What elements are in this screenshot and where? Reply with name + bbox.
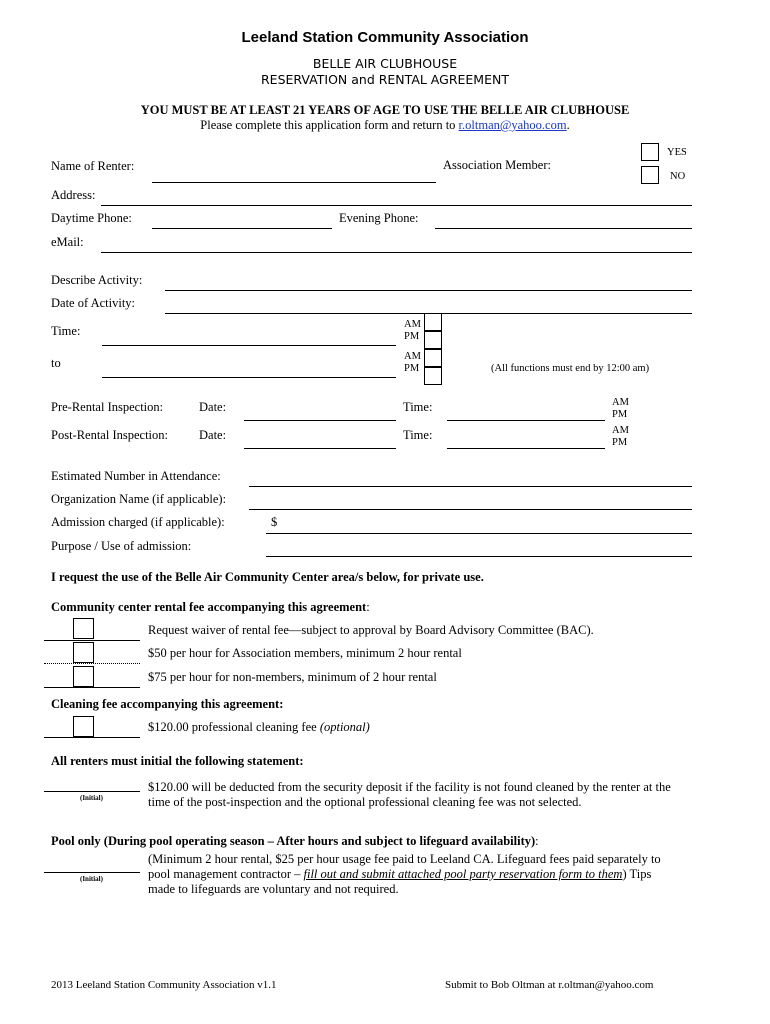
pre-inspection-time-field[interactable]	[447, 420, 605, 421]
post-inspection-pm-label: PM	[612, 437, 628, 448]
evening-phone-field[interactable]	[435, 228, 692, 229]
address-label: Address:	[51, 188, 96, 202]
attendance-field[interactable]	[249, 486, 692, 487]
start-time-field[interactable]	[102, 345, 396, 346]
pool-initial-label: (Initial)	[80, 875, 103, 883]
admission-field[interactable]	[266, 533, 692, 534]
post-inspection-date-label: Date:	[199, 428, 227, 442]
fee-waiver-checkbox[interactable]	[73, 618, 94, 639]
cleaning-fee-optional: (optional)	[319, 720, 370, 734]
pool-heading-text: Pool only (During pool operating season – After hours and subject to lifeguard availability)	[51, 834, 536, 848]
deposit-initial-label: (Initial)	[80, 794, 103, 802]
post-inspection-time-label: Time:	[403, 428, 433, 442]
cleaning-fee-checkbox[interactable]	[73, 716, 94, 737]
pool-initial-field[interactable]	[44, 872, 140, 873]
fee-waiver-initial-line[interactable]	[44, 640, 140, 641]
pre-inspection-time-label: Time:	[403, 400, 433, 414]
subtitle-agreement: RESERVATION and RENTAL AGREEMENT	[261, 72, 509, 87]
daytime-phone-field[interactable]	[152, 228, 332, 229]
post-inspection-time-field[interactable]	[447, 448, 605, 449]
deposit-initial-field[interactable]	[44, 791, 140, 792]
email-link[interactable]: r.oltman@yahoo.com	[458, 118, 567, 132]
pre-inspection-pm-label: PM	[612, 409, 628, 420]
post-inspection-am-label: AM	[612, 425, 629, 436]
member-yes-checkbox[interactable]	[641, 143, 659, 161]
post-rental-inspection-label: Post-Rental Inspection:	[51, 428, 168, 442]
subtitle-clubhouse: BELLE AIR CLUBHOUSE	[312, 56, 458, 71]
end-am-checkbox[interactable]	[424, 349, 442, 367]
daytime-phone-label: Daytime Phone:	[51, 211, 132, 225]
cleaning-fee-initial-line[interactable]	[44, 737, 140, 738]
time-label: Time:	[51, 324, 81, 338]
describe-activity-field[interactable]	[165, 290, 692, 291]
end-pm-label: PM	[404, 363, 420, 374]
start-pm-checkbox[interactable]	[424, 331, 442, 349]
rental-fee-heading-colon: :	[366, 600, 370, 614]
instructions-prefix: Please complete this application form and return to	[200, 118, 456, 132]
nonmember-rate-text: $75 per hour for non-members, minimum of 2 hour rental	[148, 670, 437, 684]
member-rate-initial-line[interactable]	[44, 663, 140, 664]
address-field[interactable]	[101, 205, 692, 206]
nonmember-rate-initial-line[interactable]	[44, 687, 140, 688]
cleaning-fee-text	[148, 720, 370, 735]
name-of-renter-label: Name of Renter:	[51, 159, 135, 173]
rental-fee-heading	[51, 600, 370, 615]
organization-label: Organization Name (if applicable):	[51, 492, 227, 506]
member-yes-label: YES	[667, 147, 687, 158]
start-am-label: AM	[404, 319, 421, 330]
pool-heading-colon: :	[535, 834, 539, 848]
cleaning-fee-option: $120.00 professional cleaning fee	[148, 720, 317, 734]
pre-inspection-date-field[interactable]	[244, 420, 396, 421]
date-of-activity-label: Date of Activity:	[51, 296, 136, 310]
to-label: to	[51, 356, 61, 370]
admission-label: Admission charged (if applicable):	[51, 515, 225, 529]
footer-submit: Submit to Bob Oltman at r.oltman@yahoo.com	[445, 979, 654, 991]
pool-terms-text	[148, 852, 678, 897]
purpose-field[interactable]	[266, 556, 692, 557]
member-rate-checkbox[interactable]	[73, 642, 94, 663]
form-title: Leeland Station Community Association	[241, 29, 529, 46]
age-notice: YOU MUST BE AT LEAST 21 YEARS OF AGE TO USE THE BELLE AIR CLUBHOUSE	[140, 103, 630, 117]
member-no-label: NO	[670, 171, 686, 182]
association-member-label: Association Member:	[443, 158, 551, 172]
pool-terms-part1: (Minimum 2 hour rental, $25 per hour usage fee paid to Leeland CA. Lifeguard fees paid separately to pool management contractor –	[148, 852, 661, 881]
member-no-checkbox[interactable]	[641, 166, 659, 184]
instructions	[0, 118, 770, 133]
name-of-renter-field[interactable]	[152, 182, 436, 183]
attendance-label: Estimated Number in Attendance:	[51, 469, 221, 483]
end-time-note: (All functions must end by 12:00 am)	[491, 363, 650, 374]
start-pm-label: PM	[404, 331, 420, 342]
end-pm-checkbox[interactable]	[424, 367, 442, 385]
purpose-label: Purpose / Use of admission:	[51, 539, 192, 553]
cleaning-fee-heading: Cleaning fee accompanying this agreement:	[51, 697, 284, 711]
nonmember-rate-checkbox[interactable]	[73, 666, 94, 687]
describe-activity-label: Describe Activity:	[51, 273, 143, 287]
email-label: eMail:	[51, 235, 84, 249]
end-time-field[interactable]	[102, 377, 396, 378]
pre-inspection-am-label: AM	[612, 397, 629, 408]
dollar-sign: $	[271, 515, 278, 529]
pre-inspection-date-label: Date:	[199, 400, 227, 414]
pool-heading	[51, 834, 539, 849]
organization-field[interactable]	[249, 509, 692, 510]
member-rate-text: $50 per hour for Association members, minimum 2 hour rental	[148, 646, 462, 660]
deposit-statement-text: $120.00 will be deducted from the security deposit if the facility is not found cleaned by the renter at the time of the post-inspection and the optional professional cleaning fee was not selected.	[148, 780, 671, 809]
end-am-label: AM	[404, 351, 421, 362]
footer-version: 2013 Leeland Station Community Association v1.1	[51, 979, 277, 991]
fee-waiver-text: Request waiver of rental fee—subject to approval by Board Advisory Committee (BAC).	[148, 623, 594, 637]
instructions-suffix: .	[566, 118, 570, 132]
pre-rental-inspection-label: Pre-Rental Inspection:	[51, 400, 164, 414]
post-inspection-date-field[interactable]	[244, 448, 396, 449]
start-am-checkbox[interactable]	[424, 313, 442, 331]
evening-phone-label: Evening Phone:	[339, 211, 419, 225]
pool-terms-part2: ) Tips made to lifeguards are voluntary and not required.	[148, 867, 652, 896]
request-statement: I request the use of the Belle Air Community Center area/s below, for private use.	[51, 570, 484, 584]
pool-reservation-form-link[interactable]: fill out and submit attached pool party reservation form to them	[303, 867, 623, 881]
email-field[interactable]	[101, 252, 692, 253]
rental-fee-heading-text: Community center rental fee accompanying this agreement	[51, 600, 367, 614]
initial-statement-heading: All renters must initial the following statement:	[51, 754, 304, 768]
